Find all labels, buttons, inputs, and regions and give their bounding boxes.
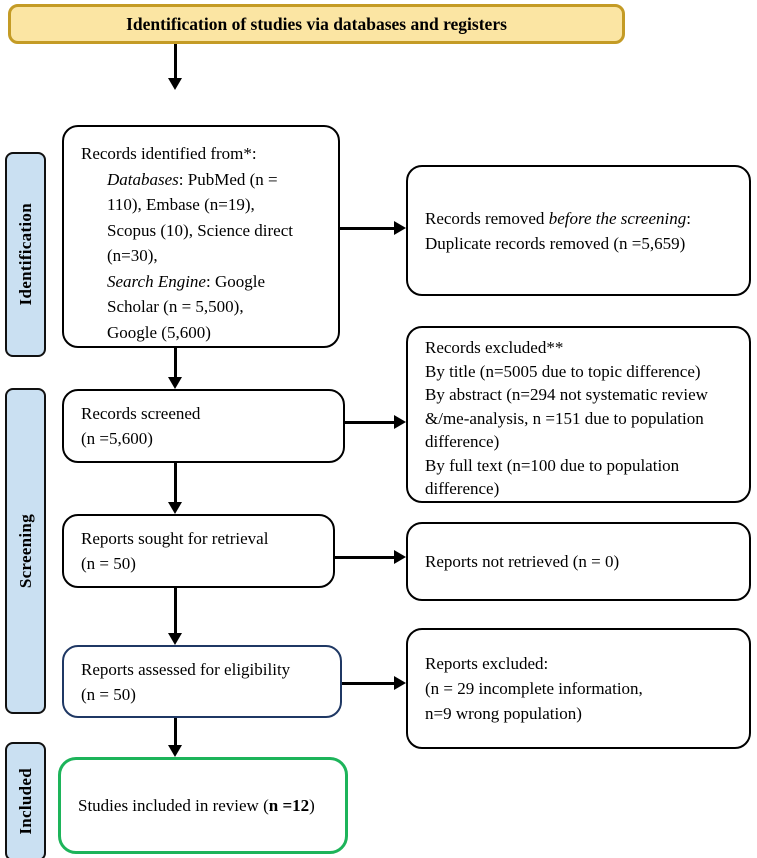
text-segment: By full text (n=100 due to population [425,455,680,475]
box-text [425,651,743,726]
text-line [81,167,330,193]
text-line [81,526,327,551]
text-segment: difference) [425,479,500,498]
arrowhead-right-icon [394,415,406,429]
text-line [81,320,330,346]
arrow-identified-to-screened [168,348,182,389]
box-reports-excluded [406,628,751,749]
text-segment: Duplicate records removed (n =5,659) [425,233,686,253]
text-segment: Reports assessed for eligibility [81,659,291,679]
arrowhead-down-icon [168,377,182,389]
text-line [81,218,330,244]
box-text [425,549,743,574]
text-line [425,206,743,231]
arrow-identified-to-removed [340,221,406,235]
stage-label-screening [5,388,46,714]
box-records-excluded [406,326,751,503]
text-line [425,651,743,676]
text-segment: (n = 50) [81,684,136,704]
text-segment: before the screening [548,208,687,228]
arrow-line [340,227,395,230]
text-segment: (n = 50) [81,554,136,573]
arrow-header-to-identified [168,44,182,90]
text-line [81,269,330,295]
text-segment: : PubMed (n = [178,169,278,189]
arrow-sought-to-assessed [168,588,182,645]
text-segment: difference) [425,432,500,451]
box-records-screened [62,389,345,463]
arrow-line [345,421,395,424]
box-text [81,657,334,707]
text-segment: ) [309,796,315,815]
text-segment: Records excluded** [425,338,564,357]
box-reports-not-retrieved [406,522,751,601]
text-segment: &/me-analysis, n =151 due to population [425,408,704,428]
box-text [78,793,339,818]
text-segment: Databases [107,169,179,189]
box-text [81,526,327,576]
arrowhead-down-icon [168,502,182,514]
arrowhead-right-icon [394,550,406,564]
header-box [8,4,625,44]
text-line [425,477,741,501]
box-text [64,127,338,345]
text-line [425,383,741,407]
arrow-screened-to-sought [168,463,182,514]
arrowhead-right-icon [394,221,406,235]
text-segment: Scopus (10), Science direct [107,220,293,240]
box-text [81,401,337,451]
text-segment: Search Engine [107,271,206,291]
arrow-assessed-to-reports-excluded [342,676,406,690]
arrow-sought-to-not-retrieved [335,550,406,564]
text-line [81,682,334,707]
arrow-line [174,463,177,503]
text-line [81,243,330,269]
arrow-line [342,682,395,685]
text-segment: Reports sought for retrieval [81,529,269,548]
text-line [81,657,334,682]
text-segment: (n =5,600) [81,429,153,448]
stage-label-text: Included [15,768,35,835]
text-line [81,192,330,218]
text-line [425,676,743,701]
text-segment: Studies included in review ( [78,796,269,815]
arrow-screened-to-excluded [345,415,406,429]
arrow-line [174,44,177,79]
text-line [425,360,741,384]
arrowhead-down-icon [168,78,182,90]
arrow-line [335,556,395,559]
text-segment: Google (5,600) [107,322,211,342]
stage-label-included [5,742,46,858]
arrow-line [174,718,177,746]
box-reports-assessed-eligibility [62,645,342,718]
text-segment: n =12 [268,796,310,815]
arrowhead-down-icon [168,633,182,645]
text-line [425,701,743,726]
arrowhead-down-icon [168,745,182,757]
text-segment: Reports excluded: [425,654,549,673]
text-line [81,294,330,320]
box-studies-included [58,757,348,854]
text-line [81,401,337,426]
arrowhead-right-icon [394,676,406,690]
text-segment: Records identified from*: [81,144,257,163]
text-segment: By title (n=5005 due to topic difference) [425,361,701,381]
text-line [425,336,741,360]
text-segment: Scholar (n = 5,500), [107,297,244,316]
text-line [81,141,330,167]
header-title: Identification of studies via databases and registers [126,13,507,34]
text-segment: n=9 wrong population) [425,704,582,723]
text-line [81,426,337,451]
text-line [425,407,741,431]
box-records-removed [406,165,751,296]
stage-label-text: Screening [15,513,35,589]
arrow-line [174,588,177,634]
text-line [78,793,339,818]
text-segment: : [686,208,691,228]
text-segment: By abstract (n=294 not systematic review [425,385,708,404]
text-segment: Records screened [81,404,201,423]
box-text [425,206,743,256]
arrow-line [174,348,177,378]
text-line [425,549,743,574]
text-segment: (n=30), [107,246,158,265]
text-line [425,430,741,454]
text-segment: : Google [205,271,266,291]
text-line [425,454,741,478]
stage-label-identification [5,152,46,357]
arrow-assessed-to-included [168,718,182,757]
box-reports-sought [62,514,335,588]
text-line [81,551,327,576]
box-text [408,328,749,501]
stage-label-text: Identification [15,203,35,306]
text-segment: 110), Embase (n=19), [107,195,255,214]
box-records-identified [62,125,340,348]
text-segment: Reports not retrieved (n = 0) [425,552,620,571]
text-segment: Records removed [425,208,549,228]
text-segment: (n = 29 incomplete information, [425,679,643,698]
text-line [425,231,743,256]
